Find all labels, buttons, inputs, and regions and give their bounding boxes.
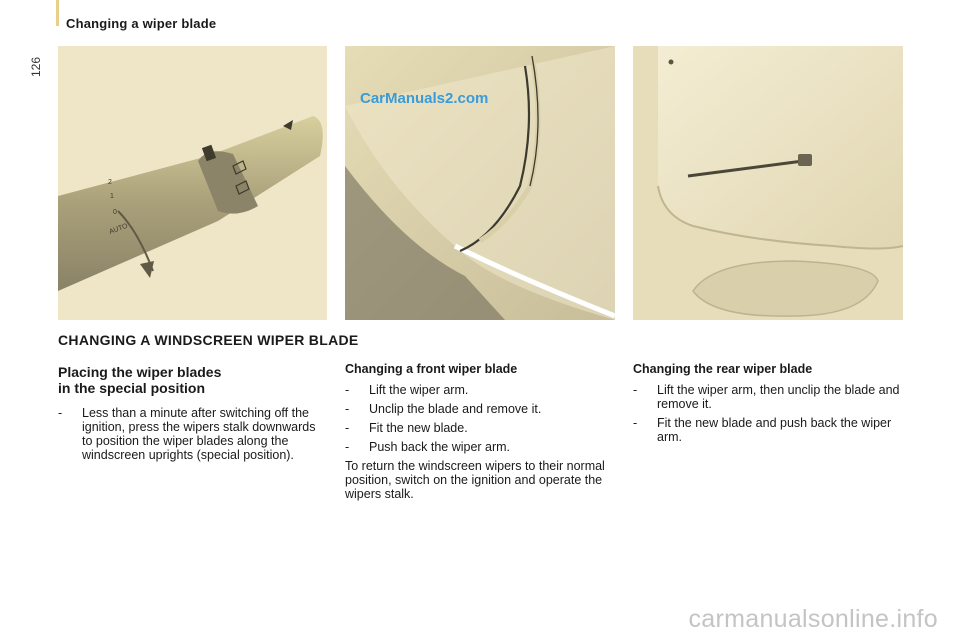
list-item (345, 402, 620, 416)
wiper-stalk-figure (58, 46, 327, 320)
section-title: CHANGING A WINDSCREEN WIPER BLADE (58, 332, 359, 348)
front-wiper-figure (345, 46, 615, 320)
page-header-title: Changing a wiper blade (66, 16, 217, 31)
rear-wiper-heading: Changing the rear wiper blade (633, 362, 813, 376)
stalk-label-1: 1 (110, 193, 114, 200)
list-item (345, 440, 620, 454)
list-dash: - (633, 383, 638, 397)
list-item-text: Unclip the blade and remove it. (369, 402, 542, 416)
list-item (633, 383, 903, 411)
stalk-label-2: 2 (108, 179, 112, 186)
front-wiper-column (345, 362, 620, 501)
header-accent-bar (56, 0, 59, 26)
list-item (633, 416, 903, 444)
list-item (345, 421, 620, 435)
list-dash: - (345, 440, 350, 454)
list-dash: - (58, 406, 63, 420)
front-wiper-illustration-icon (345, 46, 615, 320)
list-item (345, 383, 620, 397)
special-position-column (58, 362, 328, 467)
list-item-text: Push back the wiper arm. (369, 440, 511, 454)
stalk-label-auto: AUTO (108, 222, 129, 236)
carmanuals-watermark: CarManuals2.com (360, 90, 489, 107)
list-dash: - (633, 416, 638, 430)
list-item-text: Fit the new blade and push back the wiper arm. (657, 416, 892, 444)
rear-wiper-illustration-icon (633, 46, 903, 320)
stalk-label-0: 0 (113, 209, 117, 216)
list-item-text: Lift the wiper arm, then unclip the blade and remove it. (657, 383, 900, 411)
list-dash: - (345, 421, 350, 435)
return-wipers-paragraph: To return the windscreen wipers to their normal position, switch on the ignition and operate the wipers stalk. (345, 459, 605, 501)
list-dash: - (345, 383, 350, 397)
front-wiper-heading: Changing a front wiper blade (345, 362, 518, 376)
special-position-heading (58, 364, 328, 396)
list-item (58, 406, 328, 462)
page-number: 126 (29, 56, 44, 78)
list-item-text: Fit the new blade. (369, 421, 468, 435)
wiper-stalk-illustration-icon (58, 46, 327, 320)
list-dash: - (345, 402, 350, 416)
list-item-text: Less than a minute after switching off the ignition, press the wipers stalk downwards to position the wiper blades along the windscreen uprights (special position). (82, 406, 316, 462)
rear-wiper-figure (633, 46, 903, 320)
footer-watermark: carmanualsonline.info (688, 605, 938, 633)
special-position-heading-line2: in the special position (58, 380, 206, 396)
special-position-heading-line1: Placing the wiper blades (58, 364, 222, 380)
list-item-text: Lift the wiper arm. (369, 383, 469, 397)
rear-wiper-column (633, 362, 903, 449)
